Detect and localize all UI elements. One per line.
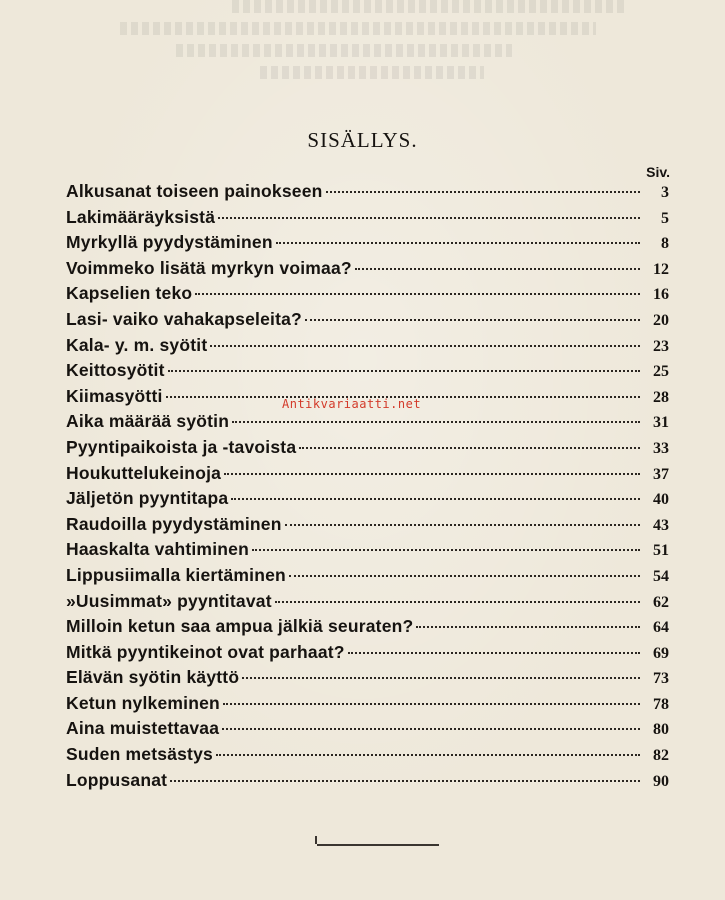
- dot-leader: [355, 267, 640, 270]
- toc-entry: [66, 539, 669, 565]
- toc-entry: [66, 181, 669, 207]
- dot-leader: [232, 420, 640, 423]
- toc-entry-page: 5: [661, 209, 669, 227]
- toc-entry-page: 80: [653, 721, 669, 739]
- dot-leader: [242, 676, 640, 679]
- dot-leader: [326, 190, 640, 193]
- toc-entry: [66, 232, 669, 258]
- toc-entry: [66, 437, 669, 463]
- toc-entry: [66, 770, 669, 796]
- dot-leader: [276, 241, 640, 244]
- page-column-header: Siv.: [646, 164, 670, 180]
- dot-leader: [168, 369, 640, 372]
- toc-entry: [66, 411, 669, 437]
- toc-entry-page: 25: [653, 363, 669, 381]
- toc-entry-label: Pyyntipaikoista ja -tavoista: [66, 436, 297, 457]
- page-title: SISÄLLYS.: [307, 128, 418, 152]
- toc-entry-page: 8: [661, 235, 669, 253]
- toc-entry-page: 37: [653, 465, 669, 483]
- toc-entry-label: Aina muistettavaa: [66, 718, 220, 739]
- toc-entry: [66, 258, 669, 284]
- toc-entry: [66, 207, 669, 233]
- toc-entry-label: Ketun nylkeminen: [66, 692, 220, 713]
- toc-entry-label: Houkuttelukeinoja: [66, 462, 222, 483]
- toc-entry-label: Keittosyötit: [66, 360, 165, 381]
- toc-entry: [66, 616, 669, 642]
- toc-entry-label: Elävän syötin käyttö: [66, 667, 240, 688]
- toc-entry-page: 40: [653, 491, 669, 509]
- toc-entry: [66, 642, 669, 668]
- dot-leader: [285, 523, 640, 526]
- dot-leader: [216, 753, 640, 756]
- toc-entry-page: 23: [653, 337, 669, 355]
- dot-leader: [252, 548, 640, 551]
- toc-entry-label: Jäljetön pyyntitapa: [66, 488, 229, 509]
- toc-entry-label: Mitkä pyyntikeinot ovat parhaat?: [66, 641, 345, 662]
- toc-entry: [66, 591, 669, 617]
- toc-entry-label: Raudoilla pyydystäminen: [66, 513, 282, 534]
- toc-entry: [66, 514, 669, 540]
- toc-entry-page: 90: [653, 772, 669, 790]
- toc-entry: [66, 718, 669, 744]
- toc-entry: [66, 693, 669, 719]
- toc-entry-page: 43: [653, 516, 669, 534]
- toc-entry-page: 69: [653, 644, 669, 662]
- toc-entry-label: Haaskalta vahtiminen: [66, 539, 249, 560]
- toc-entry-page: 12: [653, 260, 669, 278]
- toc-entry-page: 82: [653, 747, 669, 765]
- toc-entry: [66, 565, 669, 591]
- toc-entry-page: 3: [661, 184, 669, 201]
- toc-entry: [66, 360, 669, 386]
- dot-leader: [210, 344, 640, 347]
- dot-leader: [218, 216, 640, 219]
- toc-entry-label: Lakimääräyksistä: [66, 206, 216, 227]
- toc-entry: [66, 463, 669, 489]
- toc-entry-label: Suden metsästys: [66, 744, 213, 765]
- dot-leader: [222, 727, 640, 730]
- bleed-through-texture: [120, 0, 680, 110]
- watermark: Antikvariaatti.net: [282, 397, 422, 411]
- toc-entry-label: Kapselien teko: [66, 283, 193, 304]
- toc-entry-label: Aika määrää syötin: [66, 411, 230, 432]
- toc-entry-page: 73: [653, 670, 669, 688]
- dot-leader: [170, 779, 640, 782]
- toc-entry: [66, 335, 669, 361]
- toc-entry-label: Alkusanat toiseen painokseen: [66, 181, 323, 201]
- dot-leader: [275, 600, 640, 603]
- toc-entry-page: 62: [653, 593, 669, 611]
- toc-entry-label: Lasi- vaiko vahakapseleita?: [66, 308, 302, 329]
- toc-entry-label: Kala- y. m. syötit: [66, 334, 208, 355]
- toc-entry-label: »Uusimmat» pyyntitavat: [66, 590, 272, 611]
- table-of-contents: [66, 181, 669, 795]
- toc-entry-page: 54: [653, 567, 669, 585]
- toc-entry: [66, 309, 669, 335]
- toc-entry-label: Voimmeko lisätä myrkyn voimaa?: [66, 257, 352, 278]
- toc-entry-page: 16: [653, 286, 669, 304]
- dot-leader: [348, 651, 640, 654]
- toc-entry-label: Loppusanat: [66, 769, 168, 790]
- toc-entry-label: Kiimasyötti: [66, 385, 163, 406]
- toc-entry-page: 28: [653, 388, 669, 406]
- toc-entry-page: 31: [653, 414, 669, 432]
- dot-leader: [223, 702, 640, 705]
- bottom-rule: [313, 836, 439, 846]
- dot-leader: [224, 472, 640, 475]
- toc-entry-page: 20: [653, 311, 669, 329]
- toc-entry-label: Myrkyllä pyydystäminen: [66, 232, 273, 253]
- toc-entry-label: Lippusiimalla kiertäminen: [66, 564, 286, 585]
- dot-leader: [416, 625, 640, 628]
- toc-entry: [66, 283, 669, 309]
- toc-entry: [66, 488, 669, 514]
- toc-entry-page: 33: [653, 439, 669, 457]
- toc-entry: [66, 744, 669, 770]
- toc-entry-page: 64: [653, 619, 669, 637]
- toc-entry: [66, 667, 669, 693]
- dot-leader: [231, 497, 640, 500]
- dot-leader: [305, 318, 640, 321]
- dot-leader: [289, 574, 640, 577]
- dot-leader: [299, 446, 640, 449]
- toc-entry-page: 51: [653, 542, 669, 560]
- toc-entry-label: Milloin ketun saa ampua jälkiä seuraten?: [66, 616, 414, 637]
- dot-leader: [195, 292, 640, 295]
- toc-entry-page: 78: [653, 695, 669, 713]
